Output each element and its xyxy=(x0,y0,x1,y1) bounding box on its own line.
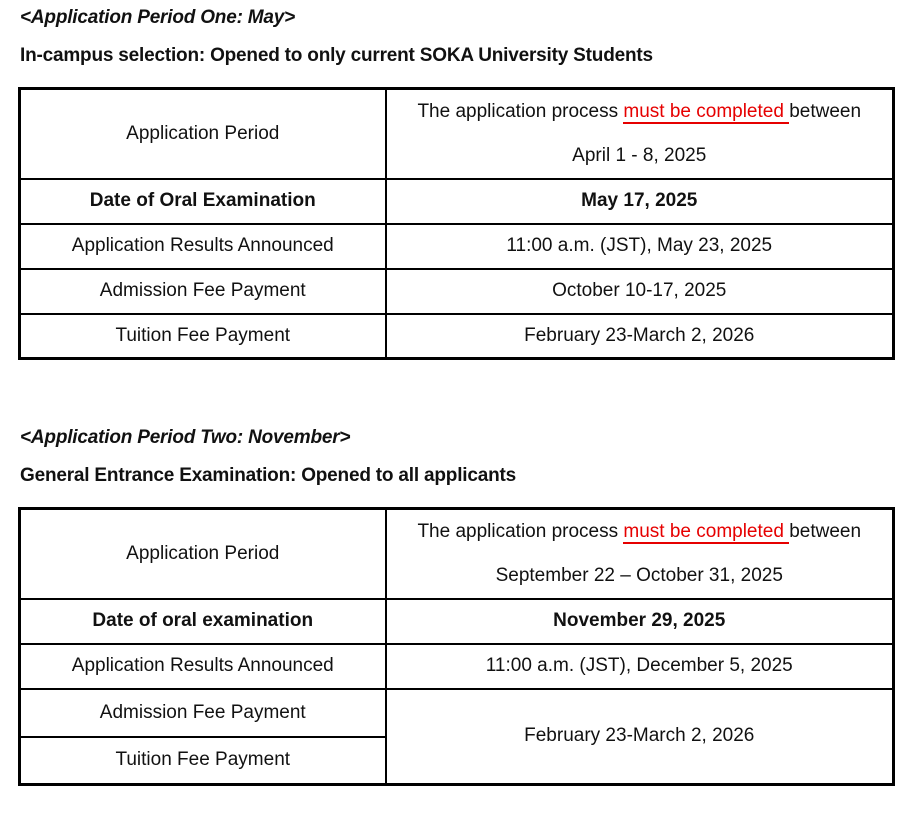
table-row-results-announced xyxy=(20,644,894,689)
row-label-cell: Tuition Fee Payment xyxy=(20,314,386,359)
table-row-tuition-fee xyxy=(20,314,894,359)
period-two-schedule-table xyxy=(18,507,895,786)
row-label-cell: Application Results Announced xyxy=(20,224,386,269)
table-row-oral-examination xyxy=(20,599,894,644)
table-row-application-period xyxy=(20,89,894,179)
period-two-subheading: General Entrance Examination: Opened to all applicants xyxy=(20,465,516,486)
row-label-cell: Application Results Announced xyxy=(20,644,386,689)
period-one-subheading: In-campus selection: Opened to only current SOKA University Students xyxy=(20,45,653,66)
period-one-schedule-table xyxy=(18,87,895,360)
row-value-cell: May 17, 2025 xyxy=(386,179,894,224)
row-value-cell xyxy=(386,509,894,599)
application-period-dates: April 1 - 8, 2025 xyxy=(572,144,707,166)
row-value-cell: November 29, 2025 xyxy=(386,599,894,644)
line-prefix-text: The application process xyxy=(417,520,624,542)
table-row-admission-fee xyxy=(20,269,894,314)
row-value-cell: October 10-17, 2025 xyxy=(386,269,894,314)
period-one-heading: <Application Period One: May> xyxy=(20,7,296,28)
must-be-completed-highlight: must be completed xyxy=(623,100,790,122)
merged-payment-value-cell: February 23-March 2, 2026 xyxy=(386,689,894,785)
table-row-admission-fee xyxy=(20,689,894,737)
row-value-cell: February 23-March 2, 2026 xyxy=(386,314,894,359)
application-process-line xyxy=(391,100,889,124)
row-label-cell: Date of oral examination xyxy=(20,599,386,644)
application-process-line xyxy=(391,520,889,544)
table-row-application-period xyxy=(20,509,894,599)
row-value-cell xyxy=(386,89,894,179)
line-suffix-text: between xyxy=(789,100,862,122)
table-row-results-announced xyxy=(20,224,894,269)
row-label-cell: Application Period xyxy=(20,509,386,599)
line-prefix-text: The application process xyxy=(417,100,624,122)
row-label-cell: Admission Fee Payment xyxy=(20,269,386,314)
row-label-cell: Application Period xyxy=(20,89,386,179)
row-value-cell: 11:00 a.m. (JST), December 5, 2025 xyxy=(386,644,894,689)
row-value-cell: 11:00 a.m. (JST), May 23, 2025 xyxy=(386,224,894,269)
period-two-heading: <Application Period Two: November> xyxy=(20,427,351,448)
row-label-cell: Date of Oral Examination xyxy=(20,179,386,224)
application-period-one-section xyxy=(0,0,906,360)
must-be-completed-highlight: must be completed xyxy=(623,520,790,542)
table-row-oral-examination xyxy=(20,179,894,224)
row-label-cell: Admission Fee Payment xyxy=(20,689,386,737)
application-period-dates: September 22 – October 31, 2025 xyxy=(495,564,783,586)
row-label-cell: Tuition Fee Payment xyxy=(20,737,386,785)
application-period-two-section xyxy=(0,426,906,786)
line-suffix-text: between xyxy=(789,520,862,542)
